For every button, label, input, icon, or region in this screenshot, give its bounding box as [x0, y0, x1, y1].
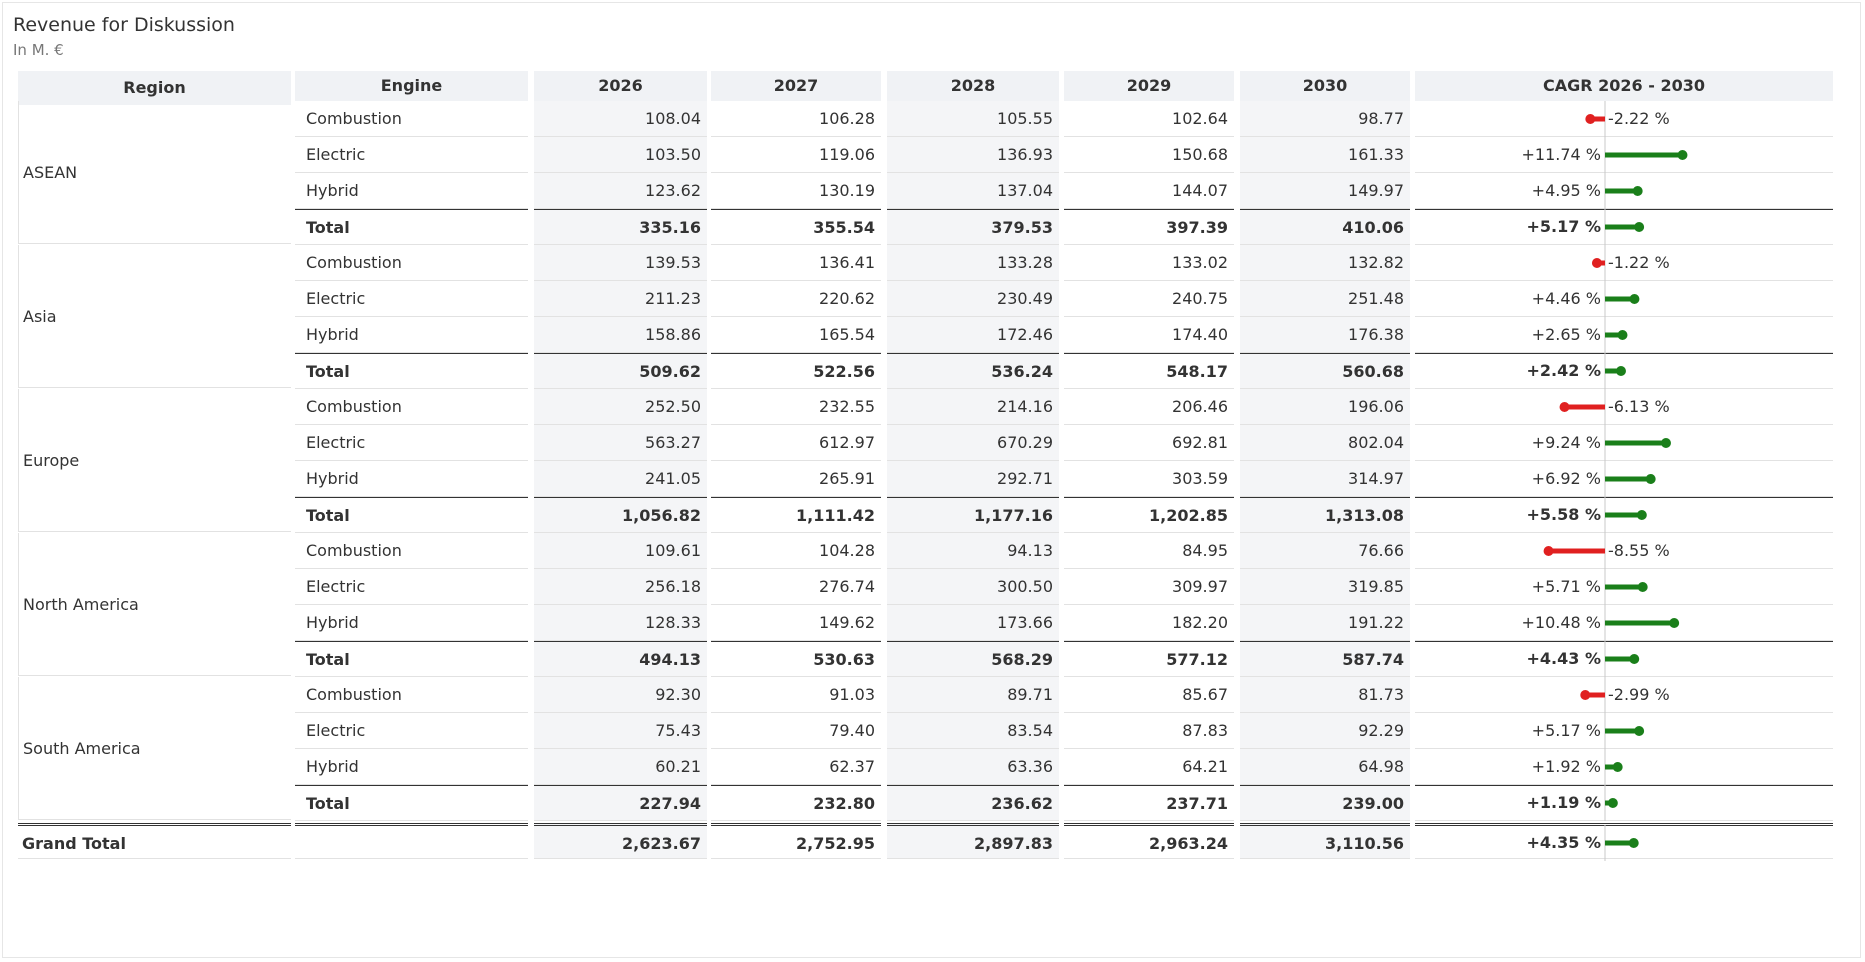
cagr-bar-dot [1617, 330, 1627, 340]
value-cell: 64.21 [1064, 749, 1234, 785]
value-cell: 92.29 [1240, 713, 1410, 749]
value-cell: 397.39 [1064, 209, 1234, 245]
value-cell: 149.62 [711, 605, 881, 641]
value-cell: 87.83 [1064, 713, 1234, 749]
cagr-value: +4.35 % [1526, 833, 1601, 852]
value-cell: 1,056.82 [534, 497, 707, 533]
engine-cell: Electric [295, 137, 528, 173]
value-cell: 150.68 [1064, 137, 1234, 173]
cagr-value: +5.17 % [1531, 721, 1601, 740]
cagr-bar-dot [1638, 582, 1648, 592]
cagr-value: -6.13 % [1608, 397, 1670, 416]
cagr-bar-dot [1544, 546, 1554, 556]
total-label: Total [295, 785, 528, 821]
value-cell: 158.86 [534, 317, 707, 353]
value-cell: 94.13 [887, 533, 1059, 569]
cagr-value: -8.55 % [1608, 541, 1670, 560]
value-cell: 123.62 [534, 173, 707, 209]
value-cell: 379.53 [887, 209, 1059, 245]
value-cell: 239.00 [1240, 785, 1410, 821]
cagr-bar-dot [1669, 618, 1679, 628]
value-cell: 63.36 [887, 749, 1059, 785]
value-cell: 149.97 [1240, 173, 1410, 209]
value-cell: 522.56 [711, 353, 881, 389]
grand-total-value: 3,110.56 [1240, 823, 1410, 859]
value-cell: 165.54 [711, 317, 881, 353]
cagr-value: +1.92 % [1531, 757, 1601, 776]
value-cell: 300.50 [887, 569, 1059, 605]
value-cell: 560.68 [1240, 353, 1410, 389]
engine-cell: Electric [295, 713, 528, 749]
value-cell: 265.91 [711, 461, 881, 497]
engine-cell: Hybrid [295, 317, 528, 353]
cagr-bar-dot [1634, 726, 1644, 736]
cagr-value: +2.42 % [1526, 361, 1601, 380]
cagr-bar-dot [1634, 222, 1644, 232]
value-cell: 536.24 [887, 353, 1059, 389]
total-label: Total [295, 353, 528, 389]
value-cell: 172.46 [887, 317, 1059, 353]
value-cell: 494.13 [534, 641, 707, 677]
value-cell: 232.55 [711, 389, 881, 425]
value-cell: 64.98 [1240, 749, 1410, 785]
grand-total-label: Grand Total [18, 823, 291, 859]
value-cell: 182.20 [1064, 605, 1234, 641]
value-cell: 587.74 [1240, 641, 1410, 677]
value-cell: 60.21 [534, 749, 707, 785]
cagr-value: +11.74 % [1521, 145, 1601, 164]
engine-cell: Electric [295, 425, 528, 461]
value-cell: 76.66 [1240, 533, 1410, 569]
value-cell: 314.97 [1240, 461, 1410, 497]
value-cell: 256.18 [534, 569, 707, 605]
cagr-value: +4.46 % [1531, 289, 1601, 308]
value-cell: 176.38 [1240, 317, 1410, 353]
cagr-bar-dot [1629, 654, 1639, 664]
value-cell: 104.28 [711, 533, 881, 569]
value-cell: 548.17 [1064, 353, 1234, 389]
cagr-bar [0, 677, 1865, 713]
value-cell: 670.29 [887, 425, 1059, 461]
engine-cell: Electric [295, 569, 528, 605]
region-label: North America [18, 533, 291, 676]
value-cell: 237.71 [1064, 785, 1234, 821]
value-cell: 79.40 [711, 713, 881, 749]
column-header-year[interactable]: 2029 [1064, 71, 1234, 101]
engine-cell: Hybrid [295, 605, 528, 641]
value-cell: 62.37 [711, 749, 881, 785]
cagr-value: +1.19 % [1526, 793, 1601, 812]
column-header-region[interactable]: Region [18, 71, 291, 105]
cagr-value: +9.24 % [1531, 433, 1601, 452]
value-cell: 75.43 [534, 713, 707, 749]
value-cell: 132.82 [1240, 245, 1410, 281]
cagr-value: +10.48 % [1521, 613, 1601, 632]
value-cell: 509.62 [534, 353, 707, 389]
value-cell: 236.62 [887, 785, 1059, 821]
value-cell: 220.62 [711, 281, 881, 317]
value-cell: 191.22 [1240, 605, 1410, 641]
cagr-value: +4.43 % [1526, 649, 1601, 668]
value-cell: 84.95 [1064, 533, 1234, 569]
value-cell: 133.28 [887, 245, 1059, 281]
cagr-value: -2.99 % [1608, 685, 1670, 704]
engine-cell: Combustion [295, 533, 528, 569]
cagr-value: +6.92 % [1531, 469, 1601, 488]
value-cell: 144.07 [1064, 173, 1234, 209]
cagr-bar-dot [1580, 690, 1590, 700]
cagr-bar-dot [1560, 402, 1570, 412]
region-label: South America [18, 677, 291, 820]
value-cell: 136.41 [711, 245, 881, 281]
cagr-value: -1.22 % [1608, 253, 1670, 272]
value-cell: 89.71 [887, 677, 1059, 713]
column-header-year[interactable]: 2026 [534, 71, 707, 101]
cagr-bar-dot [1646, 474, 1656, 484]
value-cell: 173.66 [887, 605, 1059, 641]
engine-cell: Hybrid [295, 461, 528, 497]
region-label: ASEAN [18, 101, 291, 244]
value-cell: 214.16 [887, 389, 1059, 425]
value-cell: 251.48 [1240, 281, 1410, 317]
value-cell: 119.06 [711, 137, 881, 173]
value-cell: 102.64 [1064, 101, 1234, 137]
value-cell: 802.04 [1240, 425, 1410, 461]
engine-cell: Combustion [295, 245, 528, 281]
column-header-year[interactable]: 2028 [887, 71, 1059, 101]
engine-cell: Hybrid [295, 173, 528, 209]
engine-cell: Combustion [295, 101, 528, 137]
value-cell: 1,111.42 [711, 497, 881, 533]
value-cell: 91.03 [711, 677, 881, 713]
value-cell: 85.67 [1064, 677, 1234, 713]
grand-total-value: 2,897.83 [887, 823, 1059, 859]
cagr-bar-dot [1629, 294, 1639, 304]
value-cell: 612.97 [711, 425, 881, 461]
cagr-value: +5.17 % [1526, 217, 1601, 236]
grand-total-value: 2,752.95 [711, 823, 881, 859]
value-cell: 83.54 [887, 713, 1059, 749]
value-cell: 563.27 [534, 425, 707, 461]
total-label: Total [295, 209, 528, 245]
value-cell: 410.06 [1240, 209, 1410, 245]
value-cell: 81.73 [1240, 677, 1410, 713]
cagr-value: +2.65 % [1531, 325, 1601, 344]
engine-cell: Combustion [295, 389, 528, 425]
cagr-bar-dot [1613, 762, 1623, 772]
engine-cell: Electric [295, 281, 528, 317]
value-cell: 136.93 [887, 137, 1059, 173]
cagr-bar-dot [1616, 366, 1626, 376]
value-cell: 232.80 [711, 785, 881, 821]
cagr-value: +4.95 % [1531, 181, 1601, 200]
cagr-value: -2.22 % [1608, 109, 1670, 128]
total-label: Total [295, 641, 528, 677]
value-cell: 335.16 [534, 209, 707, 245]
cagr-bar [0, 101, 1865, 137]
cagr-bar-dot [1592, 258, 1602, 268]
value-cell: 1,202.85 [1064, 497, 1234, 533]
region-label: Asia [18, 245, 291, 388]
value-cell: 692.81 [1064, 425, 1234, 461]
value-cell: 240.75 [1064, 281, 1234, 317]
engine-cell: Hybrid [295, 749, 528, 785]
report-title: Revenue for Diskussion [13, 14, 235, 36]
value-cell: 139.53 [534, 245, 707, 281]
value-cell: 292.71 [887, 461, 1059, 497]
value-cell: 355.54 [711, 209, 881, 245]
value-cell: 241.05 [534, 461, 707, 497]
value-cell: 568.29 [887, 641, 1059, 677]
value-cell: 137.04 [887, 173, 1059, 209]
value-cell: 161.33 [1240, 137, 1410, 173]
cagr-bar-dot [1629, 838, 1639, 848]
cagr-bar-dot [1608, 798, 1618, 808]
grand-total-value: 2,623.67 [534, 823, 707, 859]
value-cell: 1,177.16 [887, 497, 1059, 533]
value-cell: 109.61 [534, 533, 707, 569]
value-cell: 130.19 [711, 173, 881, 209]
cagr-bar-dot [1661, 438, 1671, 448]
column-header-year[interactable]: 2030 [1240, 71, 1410, 101]
value-cell: 98.77 [1240, 101, 1410, 137]
grand-total-value: 2,963.24 [1064, 823, 1234, 859]
value-cell: 174.40 [1064, 317, 1234, 353]
cagr-value: +5.58 % [1526, 505, 1601, 524]
value-cell: 105.55 [887, 101, 1059, 137]
value-cell: 128.33 [534, 605, 707, 641]
value-cell: 196.06 [1240, 389, 1410, 425]
cagr-bar [0, 245, 1865, 281]
value-cell: 252.50 [534, 389, 707, 425]
value-cell: 92.30 [534, 677, 707, 713]
value-cell: 108.04 [534, 101, 707, 137]
cagr-bar-dot [1585, 114, 1595, 124]
cagr-bar-dot [1633, 186, 1643, 196]
cagr-bar [0, 389, 1865, 425]
value-cell: 211.23 [534, 281, 707, 317]
total-label: Total [295, 497, 528, 533]
value-cell: 276.74 [711, 569, 881, 605]
value-cell: 577.12 [1064, 641, 1234, 677]
value-cell: 206.46 [1064, 389, 1234, 425]
column-header-year[interactable]: 2027 [711, 71, 881, 101]
column-header-engine[interactable]: Engine [295, 71, 528, 101]
cagr-bar-dot [1637, 510, 1647, 520]
value-cell: 230.49 [887, 281, 1059, 317]
cagr-bar [0, 533, 1865, 569]
value-cell: 530.63 [711, 641, 881, 677]
value-cell: 303.59 [1064, 461, 1234, 497]
region-label: Europe [18, 389, 291, 532]
column-header-cagr[interactable]: CAGR 2026 - 2030 [1415, 71, 1833, 101]
value-cell: 106.28 [711, 101, 881, 137]
engine-cell: Combustion [295, 677, 528, 713]
cagr-value: +5.71 % [1531, 577, 1601, 596]
cagr-bar-dot [1677, 150, 1687, 160]
value-cell: 103.50 [534, 137, 707, 173]
value-cell: 133.02 [1064, 245, 1234, 281]
value-cell: 1,313.08 [1240, 497, 1410, 533]
value-cell: 319.85 [1240, 569, 1410, 605]
report-subtitle: In M. € [13, 41, 64, 59]
value-cell: 227.94 [534, 785, 707, 821]
value-cell: 309.97 [1064, 569, 1234, 605]
